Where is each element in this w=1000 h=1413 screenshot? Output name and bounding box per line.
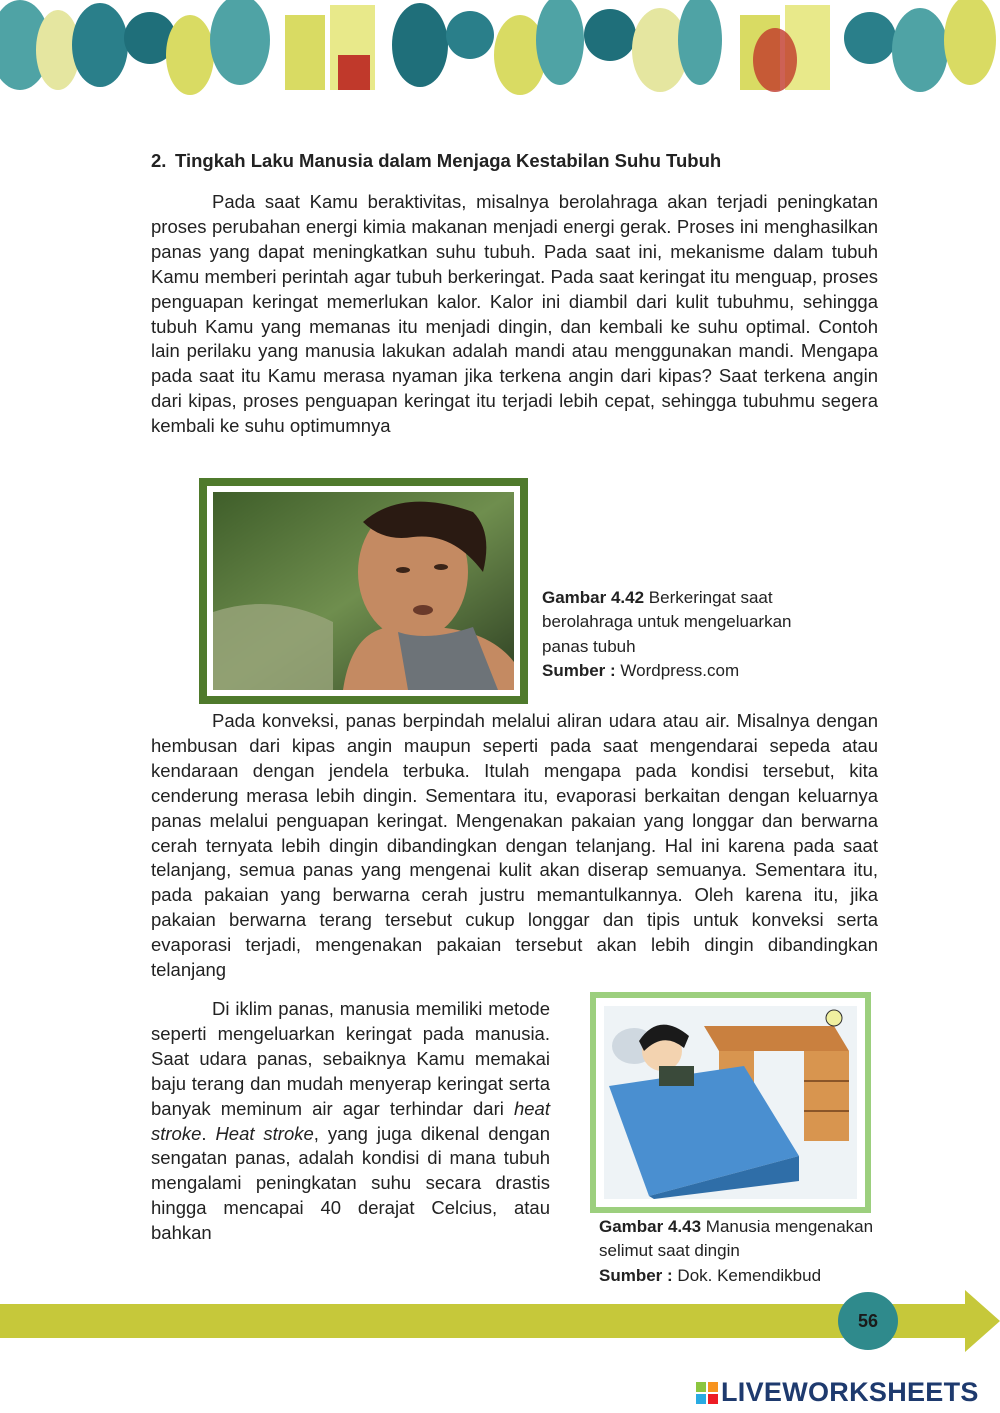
figure-4-43-frame	[590, 992, 871, 1213]
boy-in-bed-illustration	[604, 1006, 857, 1199]
paragraph-hot-climate	[151, 997, 550, 1246]
paragraph-sweating	[151, 190, 878, 439]
section-number: 2.	[151, 150, 167, 171]
heat-stroke-term: heat stroke	[151, 1097, 550, 1144]
header-decoration	[0, 0, 1000, 110]
figure-4-42-source-label: Sumber :	[542, 661, 616, 681]
liveworksheets-logo	[696, 1376, 996, 1410]
section-heading	[151, 150, 891, 172]
paragraph-3-text-a: Di iklim panas, manusia memiliki metode seperti mengeluarkan keringat pada manusia. Saat udara panas, sebaiknya Kamu memakai baju terang dan mudah menyerap keringat serta banyak meminum air agar terhindar dari	[151, 998, 550, 1119]
figure-4-43-source-label: Sumber :	[599, 1265, 673, 1285]
liveworksheets-wordmark: LIVEWORKSHEETS	[721, 1377, 979, 1407]
figure-4-42-label: Gambar 4.42	[542, 588, 645, 607]
paragraph-3-text-c: , yang juga dikenal dengan sengatan panas, adalah kondisi di mana tubuh mengalami peningkatan suhu secara drastis hingga mencapai 40 derajat Celcius, atau bahkan	[151, 1122, 550, 1244]
paragraph-1-text: Pada saat Kamu beraktivitas, misalnya berolahraga akan terjadi peningkatan proses perubahan energi kimia makanan menjadi energi gerak. Proses ini menghasilkan panas yang dapat meningkatkan suhu tubuh. Pada saat ini, mekanisme dalam tubuh Kamu memberi perintah agar tubuh berkeringat. Pada saat keringat itu menguap, proses penguapan keringat memerlukan kalor. Kalor ini diambil dari kulit tubuhmu, sehingga tubuh Kamu yang memanas itu menjadi dingin, dan kembali ke suhu optimal. Contoh lain perilaku yang manusia lakukan adalah mandi atau menggunakan mandi. Mengapa pada saat itu Kamu merasa nyaman jika terkena angin dari kipas? Saat terkena angin dari kipas, proses penguapan keringat itu terjadi lebih cepat, sehingga tubuhmu segera kembali ke suhu optimumnya	[151, 191, 878, 437]
leaf-pattern	[0, 0, 996, 95]
figure-4-43-source: Dok. Kemendikbud	[672, 1265, 822, 1285]
section-title: Tingkah Laku Manusia dalam Menjaga Kestabilan Suhu Tubuh	[175, 150, 722, 171]
page-number: 56	[838, 1292, 898, 1350]
figure-4-42-frame	[199, 478, 528, 704]
figure-4-42-caption-text: Berkeringat saat berolahraga untuk mengeluarkan panas tubuh	[542, 588, 792, 656]
figure-4-42-source: Wordpress.com	[615, 661, 740, 681]
paragraph-convection	[151, 709, 878, 983]
paragraph-2-text: Pada konveksi, panas berpindah melalui aliran udara atau air. Misalnya dengan hembusan dari kipas angin maupun seperti pada saat mengendarai sepeda atau kendaraan dengan jendela terbuka. Itulah mengapa pada kondisi tersebut, kita cenderung merasa lebih dingin. Sementara itu, evaporasi berkaitan dengan keluarnya panas melalui penguapan keringat. Mengenakan pakaian yang longgar dan berwarna cerah ternyata lebih dingin dibandingkan dengan telanjang. Hal ini karena pada saat telanjang, semua panas yang mengenai kulit akan diserap semuanya. Sementara itu, pada pakaian yang berwarna cerah justru memantulkannya. Oleh karena itu, jika pakaian berwarna terang tersebut cukup longgar dan tipis untuk konveksi serta evaporasi terjadi, mengenakan pakaian tersebut akan lebih dingin dibandingkan telanjang	[151, 710, 878, 981]
figure-4-43-caption-text: Manusia mengenakan selimut saat dingin	[599, 1217, 874, 1261]
liveworksheets-icon	[696, 1382, 718, 1404]
figure-4-43-caption	[599, 1215, 889, 1288]
figure-4-43-label: Gambar 4.43	[599, 1217, 702, 1236]
heat-stroke-term-2: Heat stroke	[215, 1122, 314, 1144]
paragraph-3-text-b: .	[201, 1122, 216, 1144]
sweating-man-photo	[213, 492, 514, 690]
figure-4-42-caption	[542, 586, 842, 684]
